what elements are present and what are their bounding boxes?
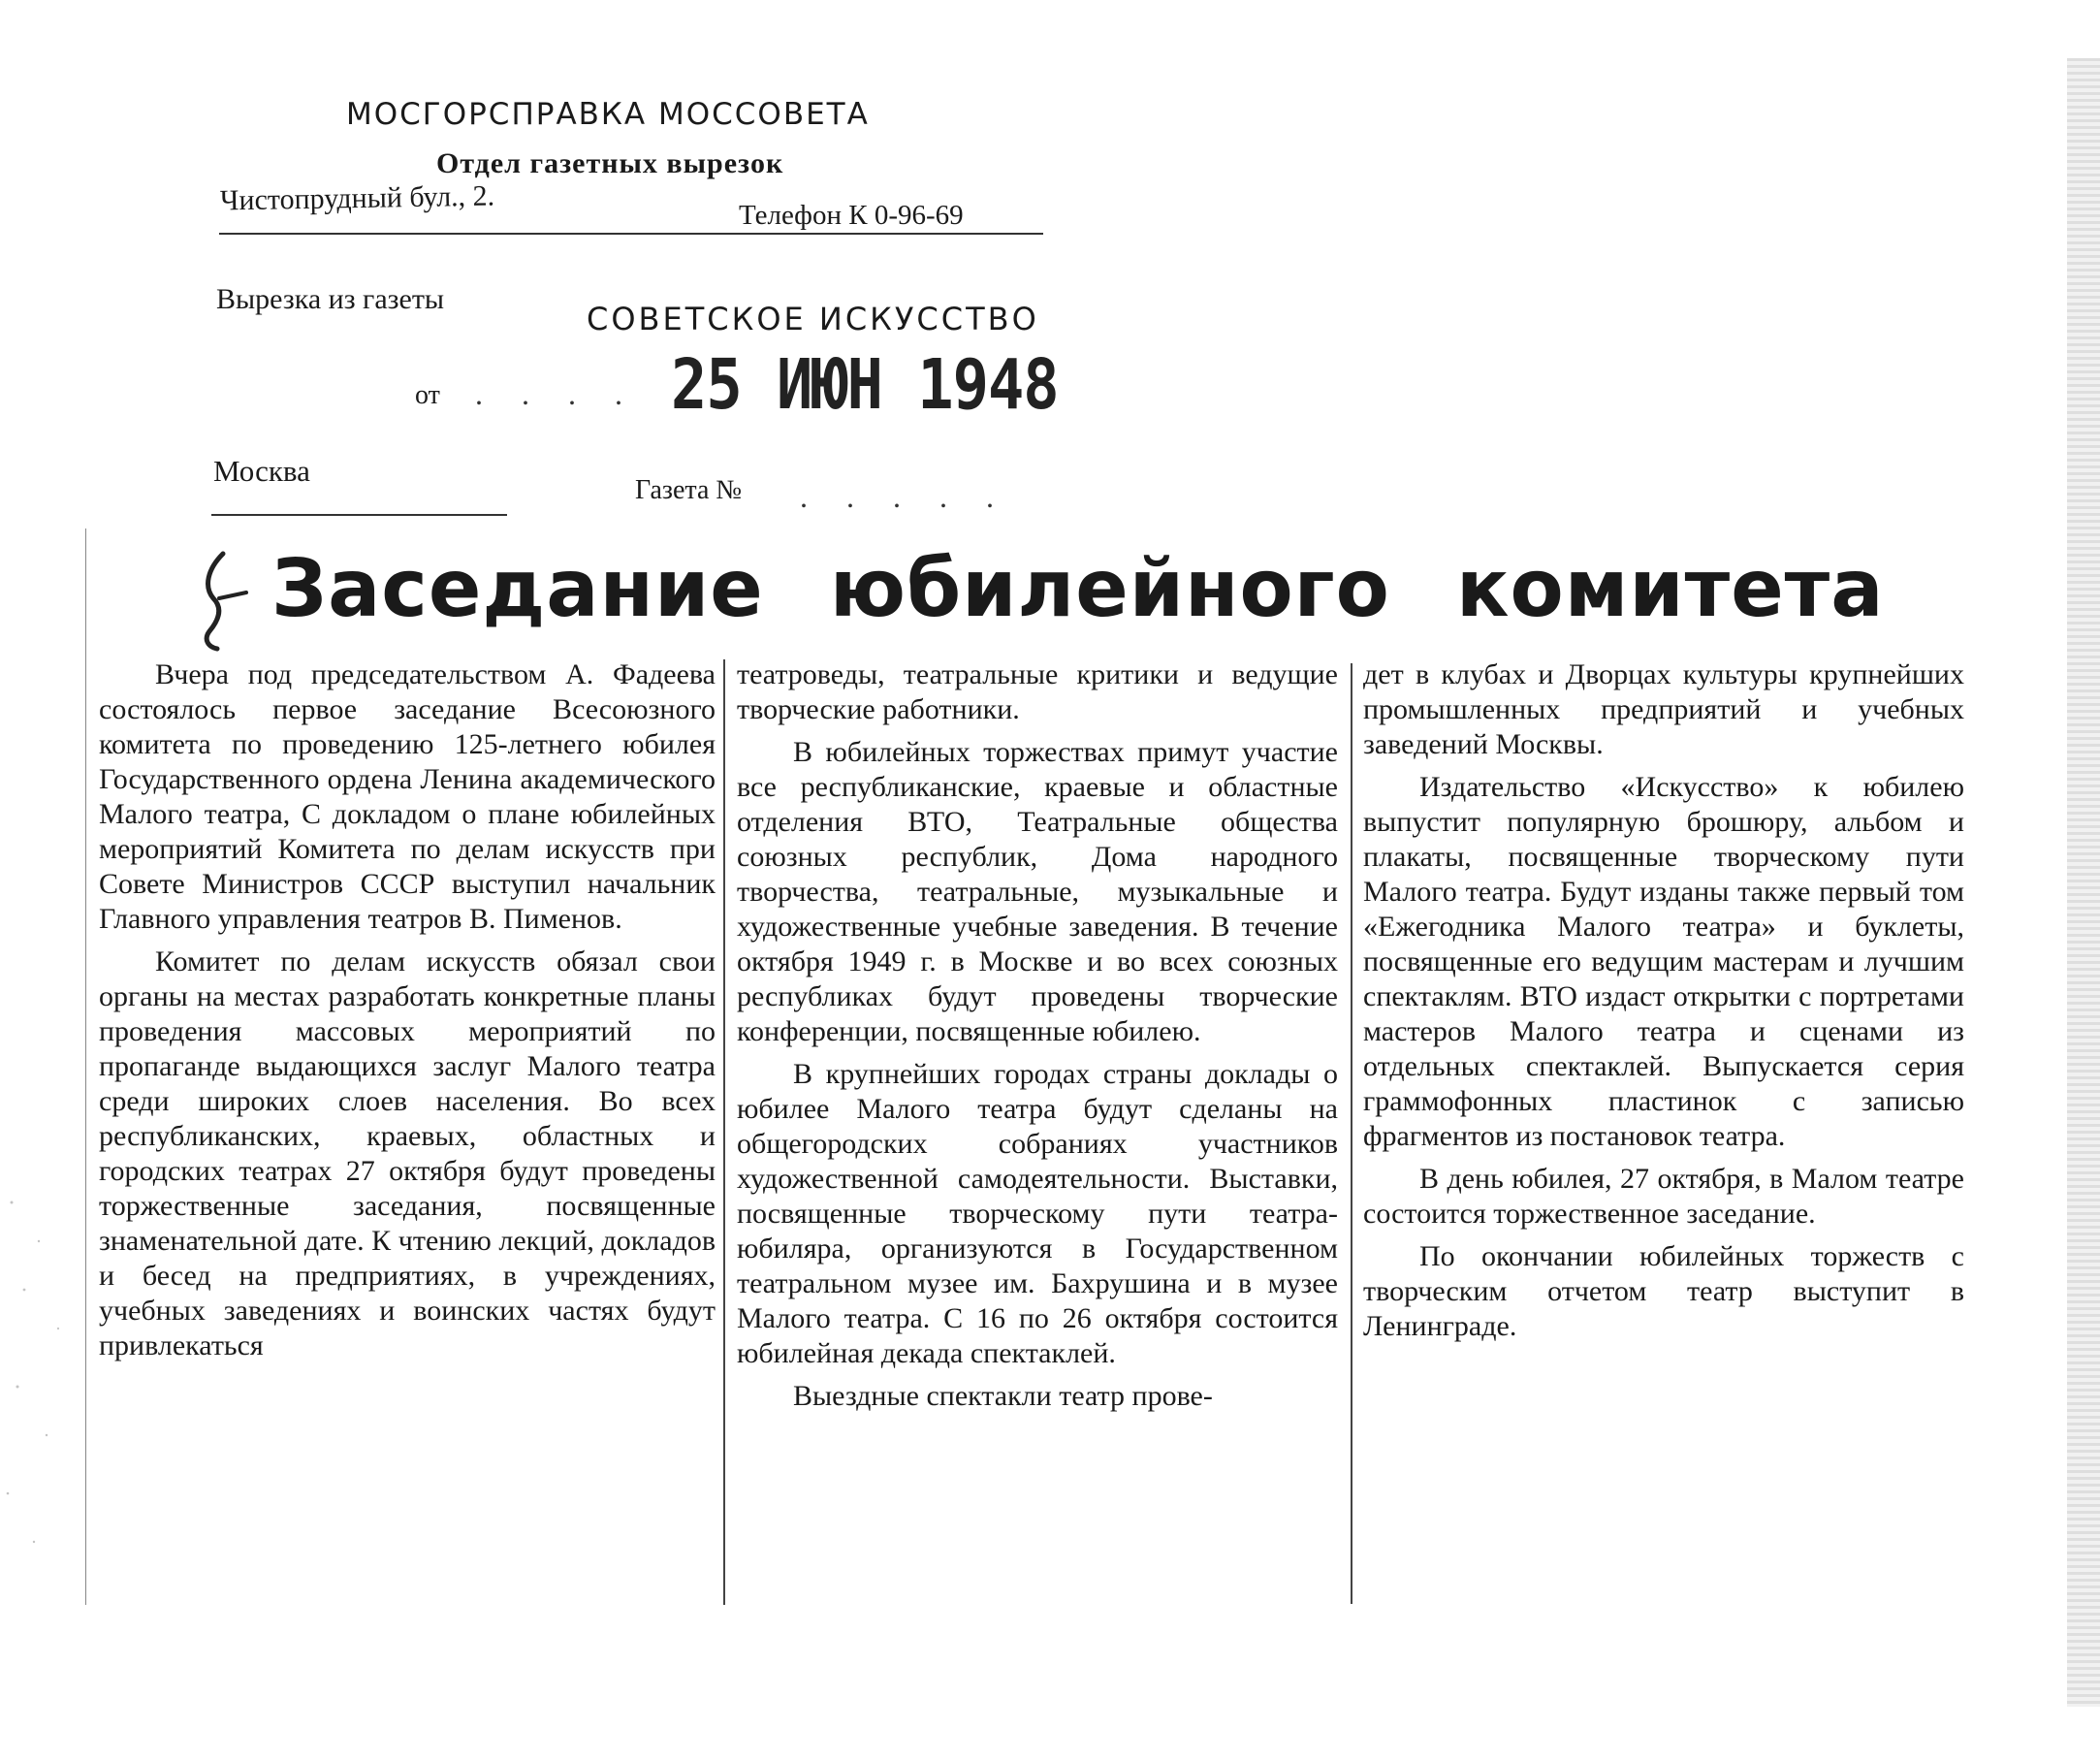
issue-fill-dots: . . . . . xyxy=(800,479,1009,514)
city-label: Москва xyxy=(213,454,310,488)
article-column-3 xyxy=(1363,657,1964,1608)
article-column-1 xyxy=(99,657,716,1608)
paragraph: Выездные спектакли театр прове- xyxy=(793,1380,1213,1412)
scan-edge-shadow xyxy=(2067,58,2100,1707)
department-name: Отдел газетных вырезок xyxy=(436,147,784,179)
paragraph: По окончании юбилейных торжеств с творческим отчетом театр выступит в Ленинграде. xyxy=(1363,1240,1964,1342)
column-divider xyxy=(1351,663,1352,1604)
paragraph: театроведы, театральные критики и ведущие творческие работники. xyxy=(737,658,1338,725)
paragraph: Вчера под председательством А. Фадеева состоялось первое заседание Всесоюзного комитета по проведению 125-летнего юбилея Государственного ордена Ленина академического Малого театра, С докладом о плане юбилейных мероприятий Комитета по делам искусств при Совете Министров СССР выступил начальник Главного управления театров В. Пименов. xyxy=(99,658,716,935)
paragraph: В крупнейших городах страны доклады о юбилее Малого театра будут сделаны на общегородских собраниях участников художественной самодеятельности. Выставки, посвященные творческому пути театра-юбиляра, организуются в Государственном театральном музее им. Бахрушина и в музее Малого театра. С 16 по 26 октября состоится юбилейная декада спектаклей. xyxy=(737,1058,1338,1369)
date-fill-dots: . . . . xyxy=(475,376,638,411)
issue-number-label: Газета № xyxy=(635,475,743,505)
clipping-left-edge xyxy=(85,528,86,1605)
article-column-2 xyxy=(737,657,1338,1608)
paragraph: Издательство «Искусство» к юбилею выпустит популярную брошюру, альбом и плакаты, посвященные творческому пути Малого театра. Будут изданы также первый том «Ежегодника Малого театра» и буклеты, посвященные его ведущим мастерам и лучшим спектаклям. ВТО издаст открытки с портретами мастеров Малого театра и сценами из отдельных спектаклей. Выпускается серия граммофонных пластинок с записью фрагментов из постановок театра. xyxy=(1363,771,1964,1152)
agency-phone: Телефон К 0-96-69 xyxy=(739,200,964,231)
agency-name: МОСГОРСПРАВКА МОССОВЕТА xyxy=(346,97,870,132)
header-divider xyxy=(219,233,1043,235)
city-underline xyxy=(211,514,507,516)
column-divider xyxy=(723,659,725,1605)
paragraph: В день юбилея, 27 октября, в Малом театре состоится торжественное заседание. xyxy=(1363,1163,1964,1230)
date-label: от xyxy=(415,380,440,410)
newspaper-name: СОВЕТСКОЕ ИСКУССТВО xyxy=(587,301,1039,337)
scan-noise-specks xyxy=(0,1183,78,1571)
clipping-source-label: Вырезка из газеты xyxy=(216,283,445,315)
paragraph: дет в клубах и Дворцах культуры крупнейших промышленных предприятий и учебных заведений Москвы. xyxy=(1363,658,1964,760)
handwritten-number-mark xyxy=(190,548,252,655)
paragraph: Комитет по делам искусств обязал свои органы на местах разработать конкретные планы проведения массовых мероприятий по пропаганде выдающихся заслуг Малого театра среди широких слоев населения. Во всех республиканских, краевых, областных и городских театрах 27 октября будут проведены торжественные заседания, посвященные знаменательной дате. К чтению лекций, докладов и бесед на предприятиях, в учреждениях, учебных заведениях и воинских частях будут привлекаться xyxy=(99,945,716,1361)
date-stamp: 25 ИЮН 1948 xyxy=(671,343,1059,426)
clipping-header xyxy=(0,0,1066,543)
agency-address: Чистопрудный бул., 2. xyxy=(219,179,495,217)
article-headline: Заседание юбилейного комитета xyxy=(271,543,1885,635)
paragraph: В юбилейных торжествах примут участие все республиканские, краевые и областные отделения ВТО, Театральные общества союзных республик, Дома народного творчества, театральные, музыкальные и художественные учебные заведения. В течение октября 1949 г. в Москве и во всех союзных республиках будут проведены творческие конференции, посвященные юбилею. xyxy=(737,736,1338,1047)
